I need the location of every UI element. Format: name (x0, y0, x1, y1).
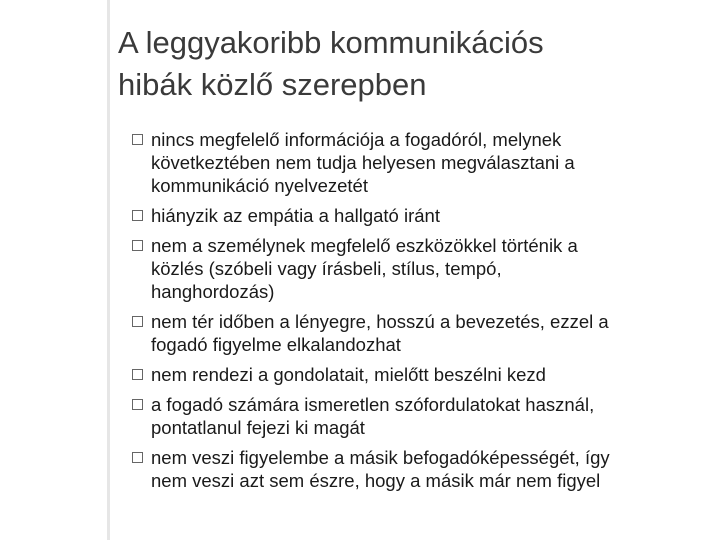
bullet-line: hanghordozás) (151, 281, 275, 302)
square-bullet-icon (132, 316, 143, 327)
bullet-text (151, 128, 707, 197)
bullet-line: pontatlanul fejezi ki magát (151, 417, 365, 438)
slide-title (118, 22, 698, 106)
left-decorative-rule (107, 0, 110, 540)
bullet-text (151, 204, 707, 227)
bullet-text (151, 393, 707, 439)
bullet-text (151, 234, 707, 303)
bullet-line: a fogadó számára ismeretlen szófordulatokat használ, (151, 394, 595, 415)
bullet-line: fogadó figyelme elkalandozhat (151, 334, 401, 355)
bullet-line: nem veszi figyelembe a másik befogadóképességét, így (151, 447, 610, 468)
square-bullet-icon (132, 369, 143, 380)
square-bullet-icon (132, 240, 143, 251)
bullet-line: nem veszi azt sem észre, hogy a másik már nem figyel (151, 470, 601, 491)
square-bullet-icon (132, 452, 143, 463)
bullet-item (132, 446, 707, 492)
bullet-text (151, 310, 707, 356)
slide-title-line-2: hibák közlő szerepben (118, 67, 427, 102)
bullet-item (132, 128, 707, 197)
bullet-line: nem a személynek megfelelő eszközökkel történik a (151, 235, 578, 256)
bullet-list (132, 128, 707, 499)
bullet-line: közlés (szóbeli vagy írásbeli, stílus, tempó, (151, 258, 502, 279)
square-bullet-icon (132, 210, 143, 221)
bullet-line: nem tér időben a lényegre, hosszú a bevezetés, ezzel a (151, 311, 609, 332)
bullet-item (132, 393, 707, 439)
bullet-line: nem rendezi a gondolatait, mielőtt beszélni kezd (151, 364, 546, 385)
slide-title-line-1: A leggyakoribb kommunikációs (118, 25, 544, 60)
bullet-line: nincs megfelelő információja a fogadóról, melynek (151, 129, 562, 150)
bullet-line: kommunikáció nyelvezetét (151, 175, 368, 196)
bullet-text (151, 446, 707, 492)
bullet-line: következtében nem tudja helyesen megválasztani a (151, 152, 575, 173)
bullet-item (132, 363, 707, 386)
bullet-text (151, 363, 707, 386)
bullet-item (132, 310, 707, 356)
bullet-item (132, 204, 707, 227)
square-bullet-icon (132, 134, 143, 145)
bullet-line: hiányzik az empátia a hallgató iránt (151, 205, 440, 226)
square-bullet-icon (132, 399, 143, 410)
bullet-item (132, 234, 707, 303)
